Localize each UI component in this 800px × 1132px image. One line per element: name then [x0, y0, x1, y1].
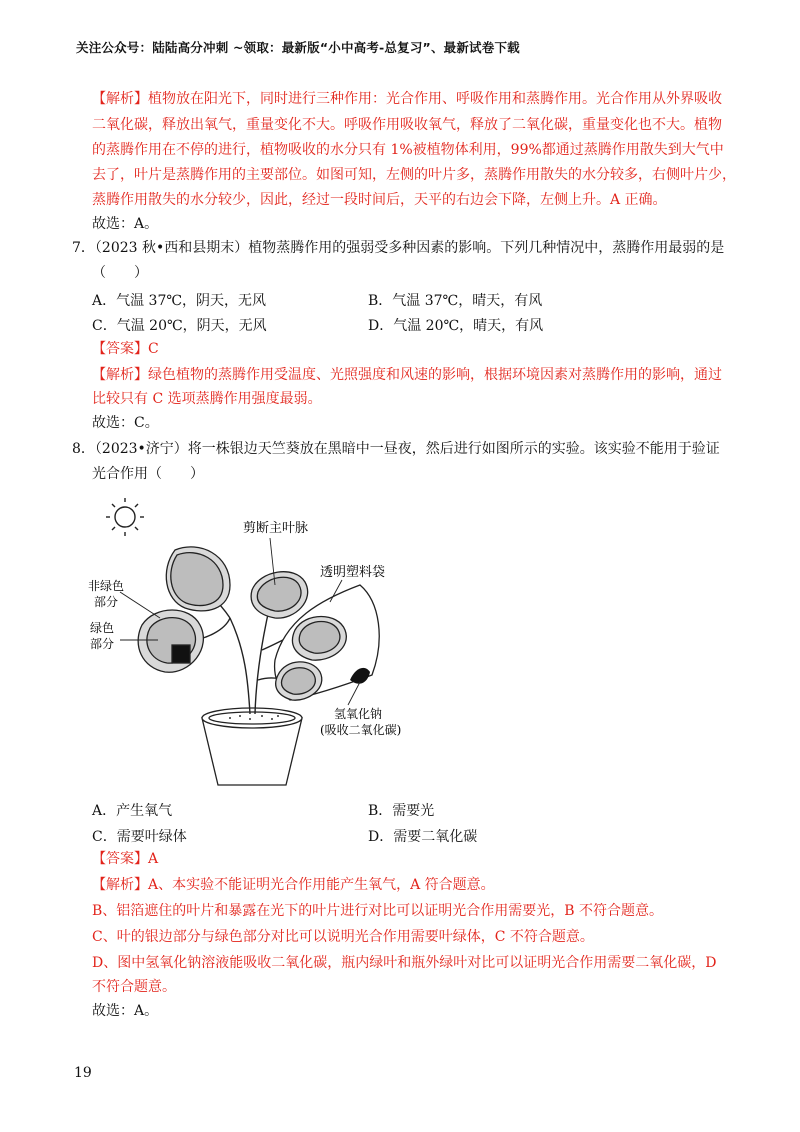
foil-covered-area: [172, 645, 190, 663]
q6-analysis-line-1: 【解析】植物放在阳光下，同时进行三种作用：光合作用、呼吸作用和蒸腾作用。光合作用从外界吸收: [92, 91, 722, 107]
q7-stem-line-2: （ ）: [92, 265, 148, 281]
label-naoh-2: (吸收二氧化碳): [320, 723, 402, 737]
q8-analysis-line-2: B、铝箔遮住的叶片和暴露在光下的叶片进行对比可以证明光合作用需要光，B 不符合题意。: [92, 903, 664, 919]
q7-option-d: D．气温 20℃，晴天，有风: [368, 318, 544, 334]
q6-analysis-line-2: 二氧化碳，释放出氧气，重量变化不大。呼吸作用吸收氧气，释放了二氧化碳，重量变化也不大。植物: [92, 117, 722, 133]
label-bag: 透明塑料袋: [320, 565, 386, 580]
q7-analysis-line-1: 【解析】绿色植物的蒸腾作用受温度、光照强度和风速的影响，根据环境因素对蒸腾作用的影响，通过: [92, 367, 722, 383]
q6-analysis-line-5: 蒸腾作用散失的水分较少，因此，经过一段时间后，天平的右边会下降，左侧上升。A 正确。: [92, 192, 667, 208]
q6-analysis-line-3: 的蒸腾作用在不停的进行，植物吸收的水分只有 1%被植物体利用，99%都通过蒸腾作用散失到大气中: [92, 142, 724, 158]
q7-answer: 【答案】C: [92, 341, 159, 357]
label-nongreen-2: 部分: [94, 595, 119, 609]
q8-option-c: C．需要叶绿体: [92, 829, 187, 845]
q8-option-b: B．需要光: [368, 803, 435, 819]
label-nongreen-1: 非绿色: [88, 579, 125, 593]
q7-stem-line-1: 7．（2023 秋•西和县期末）植物蒸腾作用的强弱受多种因素的影响。下列几种情况中，蒸腾作用最弱的是: [72, 240, 725, 256]
q8-analysis-line-1: 【解析】A、本实验不能证明光合作用能产生氧气，A 符合题意。: [92, 877, 495, 893]
q6-conclusion: 故选：A。: [92, 216, 159, 232]
q7-option-c: C．气温 20℃，阴天，无风: [92, 318, 267, 334]
label-green-1: 绿色: [90, 621, 115, 635]
q6-analysis-label: 【解析】: [92, 91, 148, 107]
q7-option-a: A．气温 37℃，阴天，无风: [92, 293, 267, 309]
q8-option-a: A．产生氧气: [92, 803, 173, 819]
label-green-2: 部分: [90, 637, 115, 651]
flower-pot: [202, 708, 302, 785]
label-cut-vein: 剪断主叶脉: [243, 521, 309, 536]
q8-analysis-line-3: C、叶的银边部分与绿色部分对比可以说明光合作用需要叶绿体，C 不符合题意。: [92, 929, 594, 945]
q6-analysis-line-4: 去了，叶片是蒸腾作用的主要部位。如图可知，左侧的叶片多，蒸腾作用散失的水分较多，右侧叶片少，: [92, 167, 736, 183]
page-header: 关注公众号：陆陆高分冲刺 ~领取：最新版“小中高考-总复习”、最新试卷下载: [76, 40, 520, 55]
q8-stem-line-1: 8．（2023•济宁）将一株银边天竺葵放在黑暗中一昼夜，然后进行如图所示的实验。该实验不能用于验证: [72, 441, 720, 457]
q7-conclusion: 故选：C。: [92, 415, 159, 431]
q8-analysis-line-5: 不符合题意。: [92, 979, 176, 995]
q8-option-d: D．需要二氧化碳: [368, 829, 478, 845]
q7-option-b: B．气温 37℃，晴天，有风: [368, 293, 543, 309]
q8-answer: 【答案】A: [92, 851, 159, 867]
q8-stem-line-2: 光合作用（ ）: [92, 466, 204, 482]
q8-conclusion: 故选：A。: [92, 1003, 159, 1019]
sun-icon: [106, 498, 144, 536]
page-number: 19: [74, 1065, 92, 1081]
label-naoh-1: 氢氧化钠: [334, 707, 383, 721]
experiment-figure: [80, 490, 420, 790]
q8-analysis-line-4: D、图中氢氧化钠溶液能吸收二氧化碳，瓶内绿叶和瓶外绿叶对比可以证明光合作用需要二氧化碳，D: [92, 955, 717, 971]
q7-analysis-line-2: 比较只有 C 选项蒸腾作用强度最弱。: [92, 391, 322, 407]
